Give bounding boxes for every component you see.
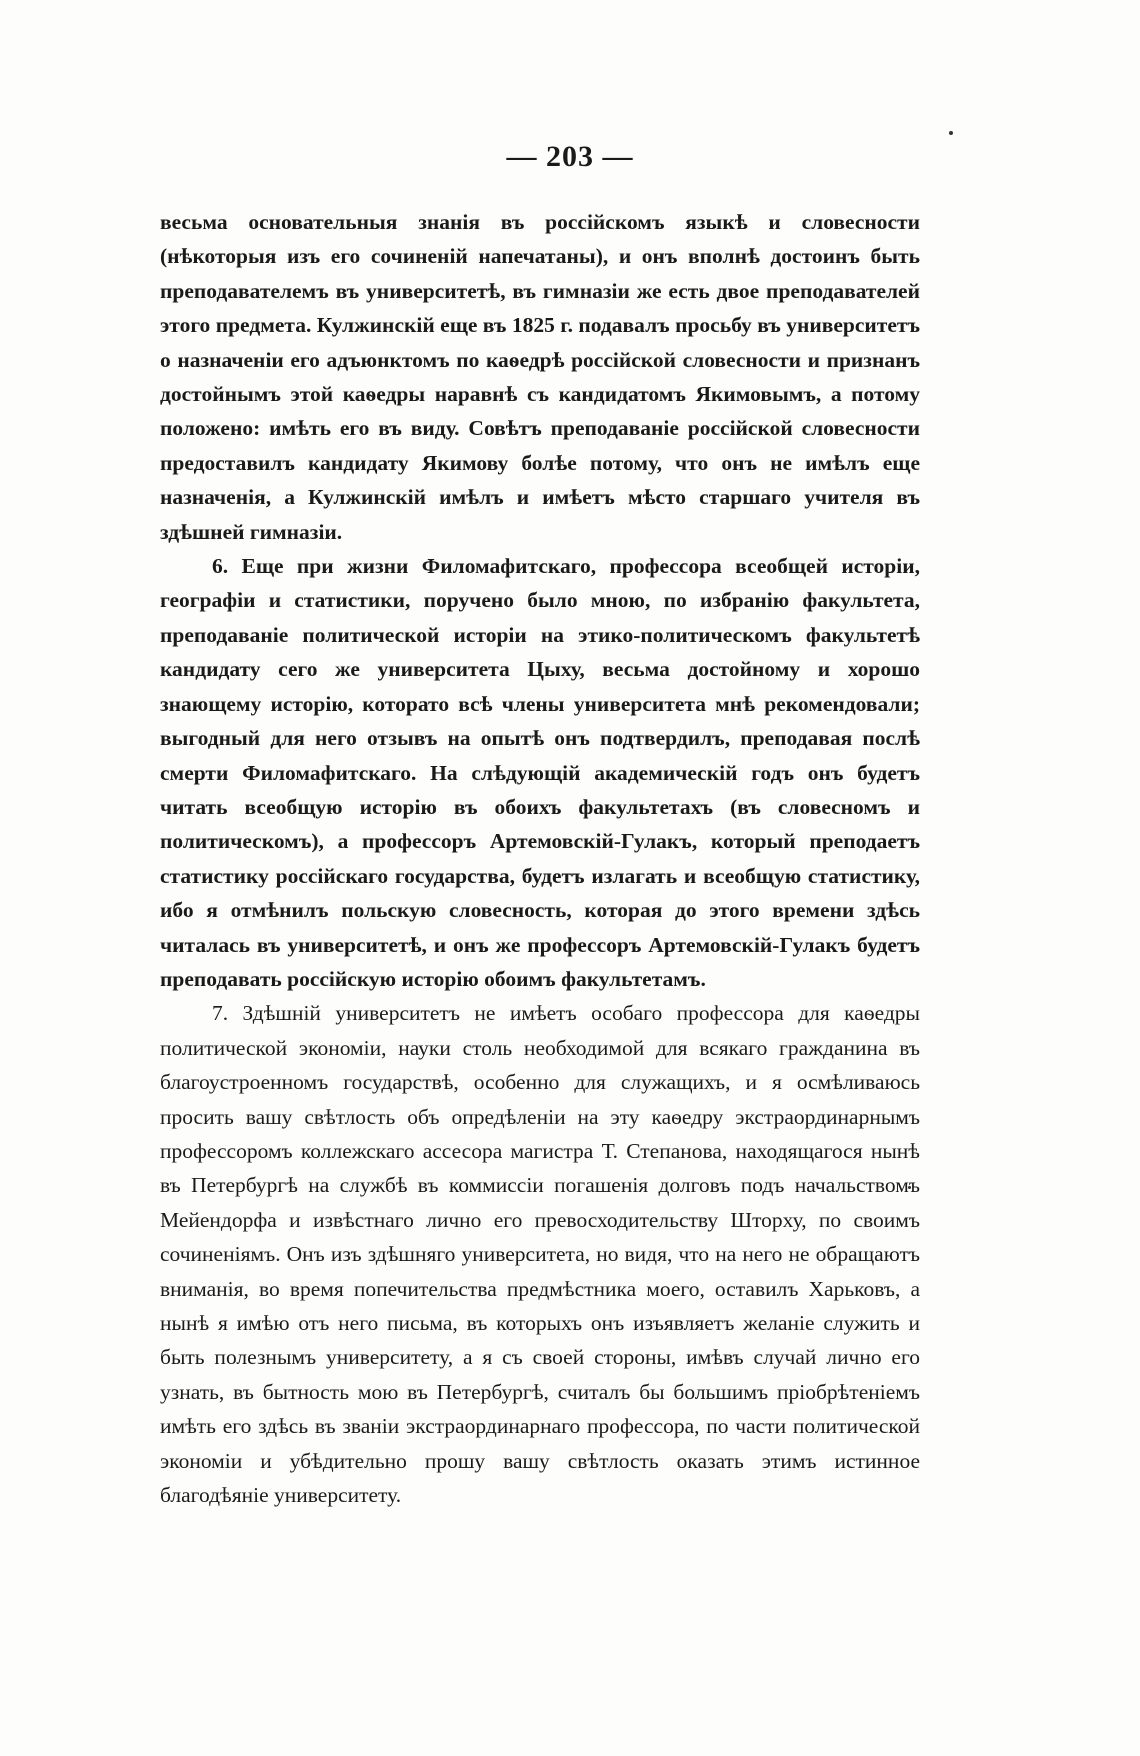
paragraph-continued: весьма основательныя знанія въ россійскомъ языкѣ и словесности (нѣкоторыя изъ его сочиненій напечатаны), и онъ вполнѣ достоинъ быть преподавателемъ въ университетѣ, въ гимназіи же есть двое преподавателей этого предмета. Кулжинскій еще въ 1825 г. подавалъ просьбу въ университетъ о назначеніи его адъюнктомъ по каѳедрѣ россійской словесности и признанъ достойнымъ этой каѳедры наравнѣ съ кандидатомъ Якимовымъ, а потому положено: имѣть его въ виду. Совѣтъ преподаваніе россійской словесности предоставилъ кандидату Якимову болѣе потому, что онъ не имѣлъ еще назначенія, а Кулжинскій имѣлъ и имѣетъ мѣсто старшаго учителя въ здѣшней гимназіи. bbox=[160, 210, 920, 544]
stray-mark bbox=[949, 131, 953, 135]
paragraph-6: 6. Еще при жизни Филомафитскаго, профессора всеобщей исторіи, географіи и статистики, поручено было мною, по избранію факультета, преподаваніе политической исторіи на этико-политическомъ факультетѣ кандидату сего же университета Цыху, весьма достойному и хорошо знающему исторію, которато всѣ члены университета мнѣ рекомендовали; выгодный для него отзывъ на опытѣ онъ подтвердилъ, преподавая послѣ смерти Филомафитскаго. На слѣдующій академическій годъ онъ будетъ читать всеобщую исторію въ обоихъ факультетахъ (въ словесномъ и политическомъ), а профессоръ Артемовскій-Гулакъ, который преподаетъ статистику россійскаго государства, будетъ излагать и всеобщую статистику, ибо я отмѣнилъ польскую словесность, которая до этого времени здѣсь читалась въ университетѣ, и онъ же профессоръ Артемовскій-Гулакъ будетъ преподавать россійскую исторію обоимъ факультетамъ. bbox=[160, 554, 920, 991]
paragraph-7: 7. Здѣшній университетъ не имѣетъ особаго профессора для каѳедры политической экономіи, науки столь необходимой для всякаго гражданина въ благоустроенномъ государствѣ, особенно для служащихъ, и я осмѣливаюсь просить вашу свѣтлость объ опредѣленіи на эту каѳедру экстраординарнымъ профессоромъ коллежскаго ассесора магистра Т. Степанова, находящагося нынѣ въ Петербургѣ на службѣ въ коммиссіи погашенія долговъ подъ начальствомъ Мейендорфа и извѣстнаго лично его превосходительству Шторху, по своимъ сочиненіямъ. Онъ изъ здѣшняго университета, но видя, что на него не обращаютъ вниманія, во время попечительства предмѣстника моего, оставилъ Харьковъ, а нынѣ я имѣю отъ него письма, въ которыхъ онъ изъявляетъ желаніе служить и быть полезнымъ университету, а я съ своей стороны, имѣвъ случай лично его узнать, въ бытность мою въ Петербургѣ, считалъ бы большимъ пріобрѣтеніемъ имѣть его здѣсь въ званіи экстраординарнаго профессора, по части политической экономіи и убѣдительно прошу вашу свѣтлость оказать этимъ истинное благодѣяніе университету. bbox=[160, 1001, 920, 1508]
document-body bbox=[160, 205, 920, 1512]
page-number: — 203 — bbox=[506, 140, 634, 173]
